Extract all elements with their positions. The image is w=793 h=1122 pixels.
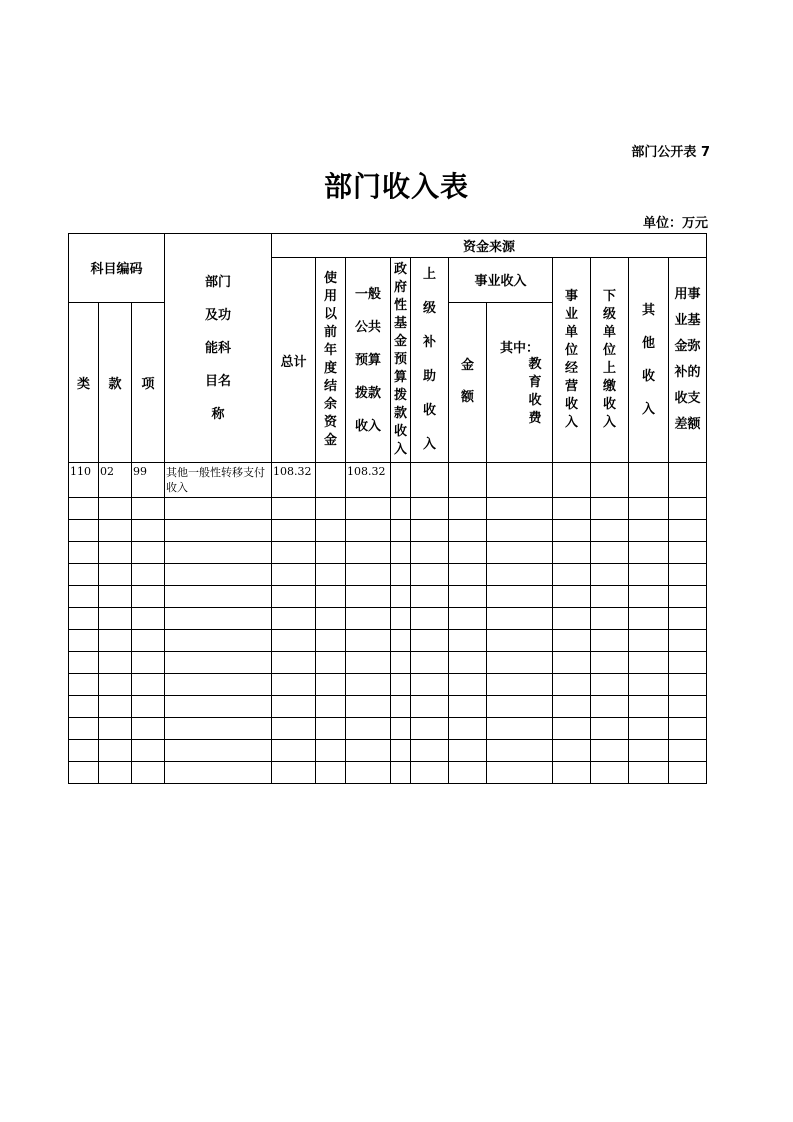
cell-business-edu	[487, 463, 553, 498]
empty-cell	[316, 718, 346, 740]
empty-cell	[411, 740, 449, 762]
empty-cell	[411, 520, 449, 542]
empty-cell	[411, 674, 449, 696]
empty-cell	[553, 652, 591, 674]
page-title: 部门收入表	[323, 170, 469, 203]
empty-cell	[669, 498, 707, 520]
empty-cell	[591, 608, 629, 630]
empty-cell	[411, 608, 449, 630]
header-gov-fund	[391, 258, 411, 463]
empty-cell	[346, 564, 391, 586]
empty-cell	[69, 652, 99, 674]
header-total: 总计	[272, 258, 316, 463]
header-business-amount	[449, 302, 487, 462]
header-general-budget-l3: 预算	[354, 352, 381, 368]
cell-fund-balance	[669, 463, 707, 498]
empty-cell	[669, 696, 707, 718]
cell-carryover	[316, 463, 346, 498]
empty-cell	[411, 586, 449, 608]
empty-cell	[316, 652, 346, 674]
cell-category: 110	[69, 463, 99, 498]
header-business-edu-label: 其中：	[499, 340, 539, 356]
cell-gov-fund	[391, 463, 411, 498]
empty-cell	[316, 630, 346, 652]
empty-cell	[272, 652, 316, 674]
empty-cell	[69, 674, 99, 696]
cell-operating-income	[553, 463, 591, 498]
header-funding-source: 资金来源	[272, 234, 707, 258]
empty-cell	[391, 674, 411, 696]
empty-table-row	[69, 564, 707, 586]
empty-cell	[99, 542, 132, 564]
empty-cell	[346, 674, 391, 696]
empty-cell	[132, 740, 165, 762]
empty-cell	[391, 740, 411, 762]
empty-cell	[553, 564, 591, 586]
empty-cell	[132, 542, 165, 564]
empty-cell	[132, 586, 165, 608]
empty-cell	[591, 652, 629, 674]
empty-cell	[669, 718, 707, 740]
empty-cell	[69, 586, 99, 608]
empty-cell	[316, 520, 346, 542]
empty-cell	[629, 718, 669, 740]
empty-cell	[629, 542, 669, 564]
empty-cell	[346, 740, 391, 762]
empty-cell	[629, 586, 669, 608]
empty-cell	[487, 542, 553, 564]
empty-cell	[346, 696, 391, 718]
cell-other-income	[629, 463, 669, 498]
header-fund-balance-l5: 收支	[674, 391, 701, 406]
empty-cell	[669, 586, 707, 608]
empty-cell	[316, 696, 346, 718]
empty-cell	[272, 696, 316, 718]
empty-cell	[272, 674, 316, 696]
empty-cell	[69, 630, 99, 652]
empty-cell	[132, 608, 165, 630]
empty-cell	[69, 542, 99, 564]
empty-cell	[346, 718, 391, 740]
header-general-budget-l1: 一般	[354, 286, 381, 302]
empty-cell	[669, 740, 707, 762]
empty-cell	[629, 498, 669, 520]
empty-cell	[99, 762, 132, 784]
empty-cell	[165, 498, 272, 520]
income-table	[68, 233, 707, 784]
header-operating-income	[553, 258, 591, 463]
empty-cell	[272, 498, 316, 520]
empty-cell	[487, 696, 553, 718]
empty-cell	[553, 630, 591, 652]
header-operating-income-text: 事业单位经营收入	[564, 289, 578, 430]
header-superior-subsidy	[411, 258, 449, 463]
empty-cell	[132, 718, 165, 740]
empty-cell	[591, 520, 629, 542]
form-code: 部门公开表 7	[631, 145, 710, 160]
empty-cell	[591, 564, 629, 586]
empty-table-row	[69, 520, 707, 542]
empty-cell	[391, 652, 411, 674]
empty-cell	[487, 718, 553, 740]
empty-cell	[629, 630, 669, 652]
header-business-edu-text: 教育收费	[528, 356, 542, 426]
empty-cell	[272, 718, 316, 740]
cell-name: 其他一般性转移支付收入	[165, 463, 272, 498]
empty-table-row	[69, 696, 707, 718]
empty-cell	[165, 674, 272, 696]
header-dept-name-l3: 能科	[204, 340, 231, 356]
empty-cell	[346, 762, 391, 784]
empty-cell	[99, 498, 132, 520]
empty-cell	[449, 542, 487, 564]
header-business-edu	[487, 302, 553, 462]
empty-table-row	[69, 674, 707, 696]
header-other-income	[629, 258, 669, 463]
empty-cell	[132, 652, 165, 674]
cell-item: 99	[132, 463, 165, 498]
empty-cell	[272, 762, 316, 784]
empty-table-row	[69, 608, 707, 630]
empty-cell	[553, 520, 591, 542]
header-general-budget	[346, 258, 391, 463]
empty-cell	[346, 498, 391, 520]
header-dept-name-l1: 部门	[204, 274, 231, 290]
header-fund-balance-l6: 差额	[674, 417, 701, 432]
empty-cell	[449, 608, 487, 630]
empty-cell	[69, 740, 99, 762]
empty-cell	[391, 586, 411, 608]
empty-cell	[69, 520, 99, 542]
header-business-income: 事业收入	[449, 258, 553, 303]
empty-cell	[391, 542, 411, 564]
empty-cell	[629, 520, 669, 542]
empty-cell	[69, 608, 99, 630]
empty-cell	[99, 652, 132, 674]
empty-cell	[99, 674, 132, 696]
empty-cell	[69, 696, 99, 718]
empty-cell	[391, 718, 411, 740]
empty-cell	[669, 520, 707, 542]
empty-cell	[132, 762, 165, 784]
empty-table-row	[69, 586, 707, 608]
empty-cell	[69, 564, 99, 586]
empty-cell	[316, 762, 346, 784]
empty-table-row	[69, 718, 707, 740]
header-carryover	[316, 258, 346, 463]
empty-cell	[391, 564, 411, 586]
empty-cell	[165, 652, 272, 674]
empty-cell	[165, 630, 272, 652]
empty-cell	[411, 564, 449, 586]
header-dept-name	[165, 234, 272, 463]
header-lower-level	[591, 258, 629, 463]
empty-cell	[449, 696, 487, 718]
header-carryover-text: 使用以前年度结余资金	[323, 271, 337, 448]
cell-superior-subsidy	[411, 463, 449, 498]
empty-cell	[411, 630, 449, 652]
empty-cell	[449, 718, 487, 740]
empty-cell	[272, 740, 316, 762]
empty-cell	[316, 740, 346, 762]
empty-cell	[553, 586, 591, 608]
empty-cell	[99, 630, 132, 652]
empty-cell	[165, 586, 272, 608]
empty-cell	[272, 586, 316, 608]
empty-cell	[553, 740, 591, 762]
empty-cell	[629, 564, 669, 586]
empty-cell	[553, 762, 591, 784]
empty-cell	[411, 652, 449, 674]
empty-cell	[272, 630, 316, 652]
empty-cell	[629, 696, 669, 718]
table-row	[69, 463, 707, 498]
empty-cell	[346, 608, 391, 630]
header-fund-balance-l4: 补的	[674, 365, 701, 380]
empty-cell	[669, 652, 707, 674]
empty-cell	[132, 520, 165, 542]
empty-cell	[272, 542, 316, 564]
empty-cell	[553, 498, 591, 520]
header-fund-balance-l2: 业基	[674, 313, 701, 328]
header-gov-fund-text: 政府性基金预算拨款收入	[393, 262, 407, 457]
empty-cell	[487, 498, 553, 520]
header-section: 款	[99, 302, 132, 462]
empty-cell	[487, 762, 553, 784]
empty-rows	[69, 498, 707, 784]
empty-cell	[449, 630, 487, 652]
empty-table-row	[69, 542, 707, 564]
unit-label: 单位：万元	[642, 216, 708, 231]
empty-cell	[553, 674, 591, 696]
header-category: 类	[69, 302, 99, 462]
empty-table-row	[69, 740, 707, 762]
empty-cell	[165, 762, 272, 784]
empty-cell	[165, 740, 272, 762]
empty-cell	[411, 542, 449, 564]
empty-cell	[132, 696, 165, 718]
empty-cell	[165, 718, 272, 740]
empty-cell	[487, 652, 553, 674]
empty-cell	[591, 674, 629, 696]
empty-cell	[165, 608, 272, 630]
empty-cell	[391, 696, 411, 718]
cell-total: 108.32	[272, 463, 316, 498]
empty-cell	[316, 564, 346, 586]
empty-table-row	[69, 630, 707, 652]
empty-cell	[669, 542, 707, 564]
empty-cell	[629, 762, 669, 784]
empty-cell	[449, 674, 487, 696]
empty-cell	[487, 586, 553, 608]
header-other-income-text: 其他收入	[641, 303, 655, 417]
empty-cell	[391, 630, 411, 652]
empty-cell	[99, 586, 132, 608]
empty-cell	[391, 608, 411, 630]
empty-cell	[669, 674, 707, 696]
empty-cell	[449, 740, 487, 762]
empty-cell	[591, 498, 629, 520]
empty-cell	[629, 674, 669, 696]
empty-cell	[487, 520, 553, 542]
empty-cell	[272, 520, 316, 542]
empty-cell	[391, 762, 411, 784]
header-fund-balance-l3: 金弥	[674, 339, 701, 354]
empty-cell	[316, 542, 346, 564]
empty-cell	[69, 718, 99, 740]
empty-cell	[487, 608, 553, 630]
empty-cell	[165, 564, 272, 586]
empty-cell	[346, 630, 391, 652]
empty-cell	[669, 630, 707, 652]
empty-cell	[132, 498, 165, 520]
empty-cell	[591, 762, 629, 784]
empty-cell	[99, 564, 132, 586]
empty-cell	[411, 762, 449, 784]
empty-cell	[411, 696, 449, 718]
empty-cell	[487, 630, 553, 652]
empty-cell	[346, 542, 391, 564]
empty-cell	[669, 608, 707, 630]
empty-cell	[316, 586, 346, 608]
empty-cell	[346, 586, 391, 608]
header-general-budget-l5: 收入	[354, 418, 381, 434]
empty-cell	[391, 498, 411, 520]
empty-cell	[487, 674, 553, 696]
empty-cell	[99, 718, 132, 740]
empty-cell	[629, 652, 669, 674]
empty-cell	[99, 740, 132, 762]
empty-cell	[487, 564, 553, 586]
empty-cell	[99, 696, 132, 718]
empty-cell	[316, 498, 346, 520]
empty-cell	[346, 520, 391, 542]
empty-cell	[272, 608, 316, 630]
header-general-budget-l4: 拨款	[354, 385, 381, 401]
empty-table-row	[69, 762, 707, 784]
empty-cell	[449, 762, 487, 784]
empty-cell	[316, 674, 346, 696]
header-lower-level-text: 下级单位上缴收入	[602, 289, 616, 430]
income-table-wrapper	[68, 233, 707, 784]
empty-cell	[669, 564, 707, 586]
empty-cell	[553, 696, 591, 718]
empty-cell	[165, 696, 272, 718]
empty-cell	[346, 652, 391, 674]
empty-table-row	[69, 498, 707, 520]
header-superior-subsidy-text: 上级补助收入	[422, 267, 436, 452]
header-dept-name-l2: 及功	[204, 307, 231, 323]
empty-cell	[132, 674, 165, 696]
header-subject-code: 科目编码	[69, 234, 165, 303]
empty-cell	[165, 520, 272, 542]
cell-business-amount	[449, 463, 487, 498]
empty-cell	[591, 696, 629, 718]
empty-cell	[132, 564, 165, 586]
header-fund-balance-l1: 用事	[674, 287, 701, 302]
cell-lower-level	[591, 463, 629, 498]
empty-cell	[591, 740, 629, 762]
empty-cell	[487, 740, 553, 762]
empty-cell	[69, 498, 99, 520]
empty-cell	[99, 520, 132, 542]
empty-cell	[591, 542, 629, 564]
empty-cell	[449, 498, 487, 520]
header-item: 项	[132, 302, 165, 462]
empty-cell	[591, 630, 629, 652]
cell-section: 02	[99, 463, 132, 498]
cell-general-budget: 108.32	[346, 463, 391, 498]
empty-cell	[69, 762, 99, 784]
empty-table-row	[69, 652, 707, 674]
header-dept-name-l5: 称	[211, 406, 225, 422]
header-general-budget-l2: 公共	[354, 319, 381, 335]
empty-cell	[391, 520, 411, 542]
empty-cell	[629, 608, 669, 630]
empty-cell	[316, 608, 346, 630]
empty-cell	[591, 718, 629, 740]
empty-cell	[411, 498, 449, 520]
empty-cell	[449, 564, 487, 586]
empty-cell	[553, 718, 591, 740]
empty-cell	[629, 740, 669, 762]
empty-cell	[411, 718, 449, 740]
empty-cell	[553, 542, 591, 564]
header-fund-balance	[669, 258, 707, 463]
empty-cell	[449, 652, 487, 674]
empty-cell	[449, 520, 487, 542]
empty-cell	[272, 564, 316, 586]
header-business-amount-text: 金额	[460, 358, 474, 406]
empty-cell	[99, 608, 132, 630]
empty-cell	[165, 542, 272, 564]
empty-cell	[669, 762, 707, 784]
empty-cell	[553, 608, 591, 630]
empty-cell	[591, 586, 629, 608]
empty-cell	[132, 630, 165, 652]
empty-cell	[449, 586, 487, 608]
header-dept-name-l4: 目名	[204, 373, 231, 389]
